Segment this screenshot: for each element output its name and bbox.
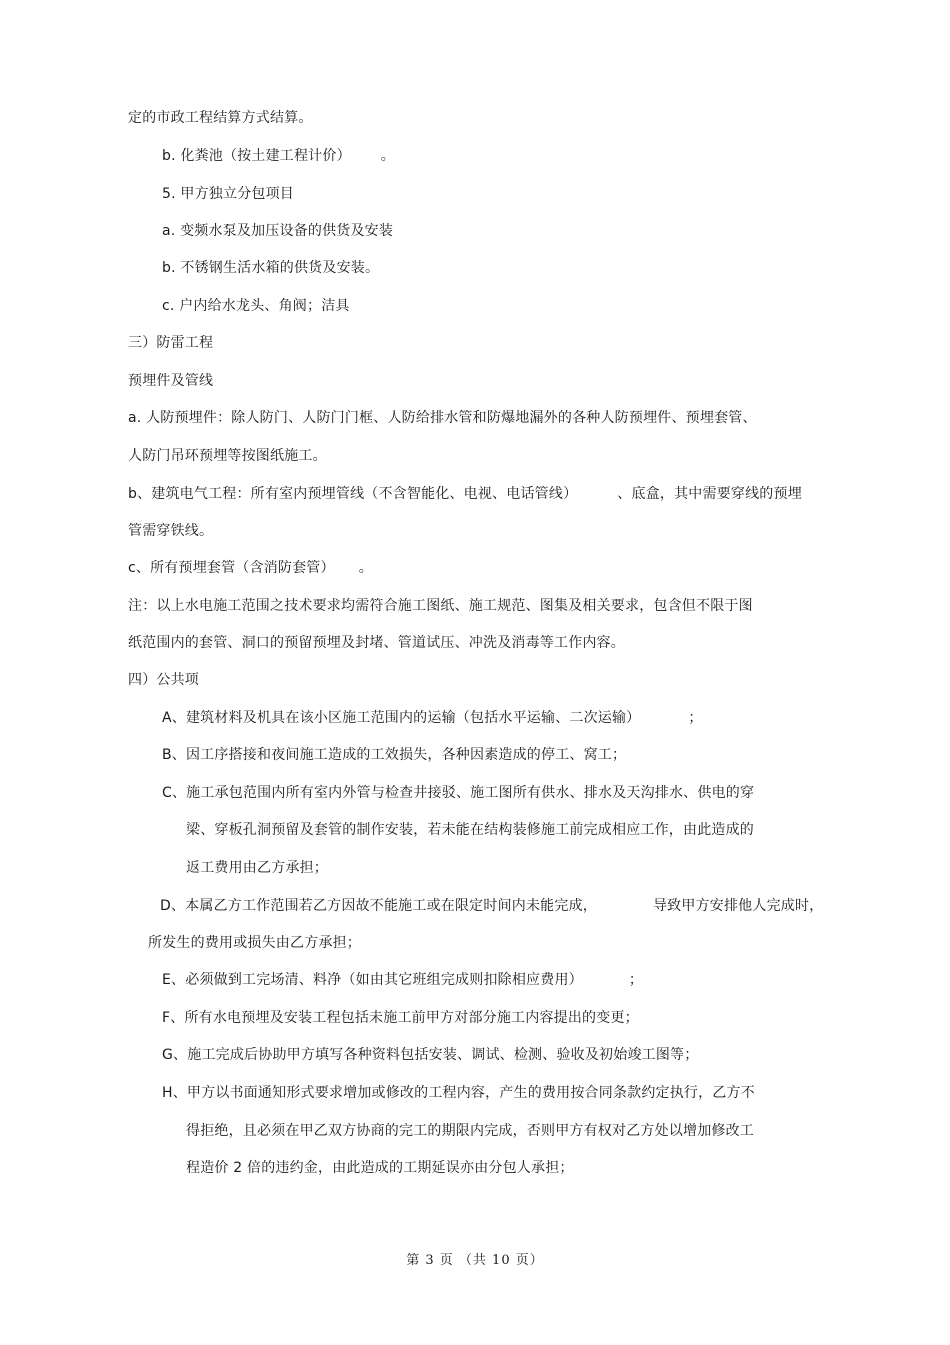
text-segment: 、底盒，其中需要穿线的预埋 (617, 486, 802, 502)
text-segment: A、建筑材料及机具在该小区施工范围内的运输（包括水平运输、二次运输） (162, 710, 641, 726)
text-line: 5. 甲方独立分包项目 (162, 186, 295, 202)
section-heading: 三）防雷工程 (128, 335, 214, 351)
text-line (128, 558, 373, 578)
list-item-continuation: 程造价 2 倍的违约金，由此造成的工期延误亦由分包人承担； (186, 1160, 574, 1176)
list-item: G、施工完成后协助甲方填写各种资料包括安装、调试、检测、验收及初始竣工图等； (162, 1047, 699, 1063)
list-item (160, 896, 823, 916)
text-segment: E、必须做到工完场清、料净（如由其它班组完成则扣除相应费用） (162, 972, 583, 988)
text-line: a. 变频水泵及加压设备的供货及安装 (162, 223, 394, 239)
list-item-continuation: 得拒绝，且必须在甲乙双方协商的完工的期限内完成，否则甲方有权对乙方处以增加修改工 (186, 1123, 754, 1139)
text-line (162, 146, 395, 166)
text-segment: ； (628, 972, 644, 988)
list-item (162, 708, 703, 728)
text-line (128, 484, 802, 504)
text-segment: 。 (380, 148, 395, 164)
list-item-continuation: 梁、穿板孔洞预留及套管的制作安装，若未能在结构装修施工前完成相应工作，由此造成的 (186, 822, 754, 838)
text-segment: 。 (358, 560, 373, 576)
text-segment: D、本属乙方工作范围若乙方因故不能施工或在限定时间内未能完成， (160, 898, 597, 914)
text-segment: c、所有预埋套管（含消防套管） (128, 560, 335, 576)
section-heading: 四）公共项 (128, 672, 199, 688)
list-item: C、施工承包范围内所有室内外管与检查井接驳、施工图所有供水、排水及天沟排水、供电的穿 (162, 785, 755, 801)
text-line: 预埋件及管线 (128, 373, 214, 389)
text-line: 管需穿铁线。 (128, 523, 214, 539)
list-item-continuation: 返工费用由乙方承担； (186, 860, 328, 876)
list-item-continuation: 所发生的费用或损失由乙方承担； (148, 935, 361, 951)
list-item: B、因工序搭接和夜间施工造成的工效损失，各种因素造成的停工、窝工； (162, 747, 627, 763)
list-item (162, 970, 643, 990)
text-line: b. 不锈钢生活水箱的供货及安装。 (162, 260, 380, 276)
text-line: a. 人防预埋件：除人防门、人防门门框、人防给排水管和防爆地漏外的各种人防预埋件、预埋套管、 (128, 410, 757, 426)
text-segment: b、建筑电气工程：所有室内预埋管线（不含智能化、电视、电话管线） (128, 486, 578, 502)
list-item: H、甲方以书面通知形式要求增加或修改的工程内容，产生的费用按合同条款约定执行，乙方不 (162, 1085, 755, 1101)
note-line: 纸范围内的套管、洞口的预留预埋及封堵、管道试压、冲洗及消毒等工作内容。 (128, 635, 625, 651)
note-line: 注：以上水电施工范围之技术要求均需符合施工图纸、施工规范、图集及相关要求，包含但不限于图 (128, 598, 753, 614)
text-line: c. 户内给水龙头、角阀；洁具 (162, 298, 350, 314)
list-item: F、所有水电预埋及安装工程包括未施工前甲方对部分施工内容提出的变更； (162, 1010, 639, 1026)
text-line: 定的市政工程结算方式结算。 (128, 110, 313, 126)
text-segment: 导致甲方安排他人完成时， (652, 898, 824, 914)
text-segment: ； (688, 710, 703, 726)
page-number: 第 3 页 （共 10 页） (406, 1253, 544, 1268)
text-line: 人防门吊环预埋等按图纸施工。 (128, 448, 327, 464)
text-segment: b. 化粪池（按土建工程计价） (162, 148, 351, 164)
